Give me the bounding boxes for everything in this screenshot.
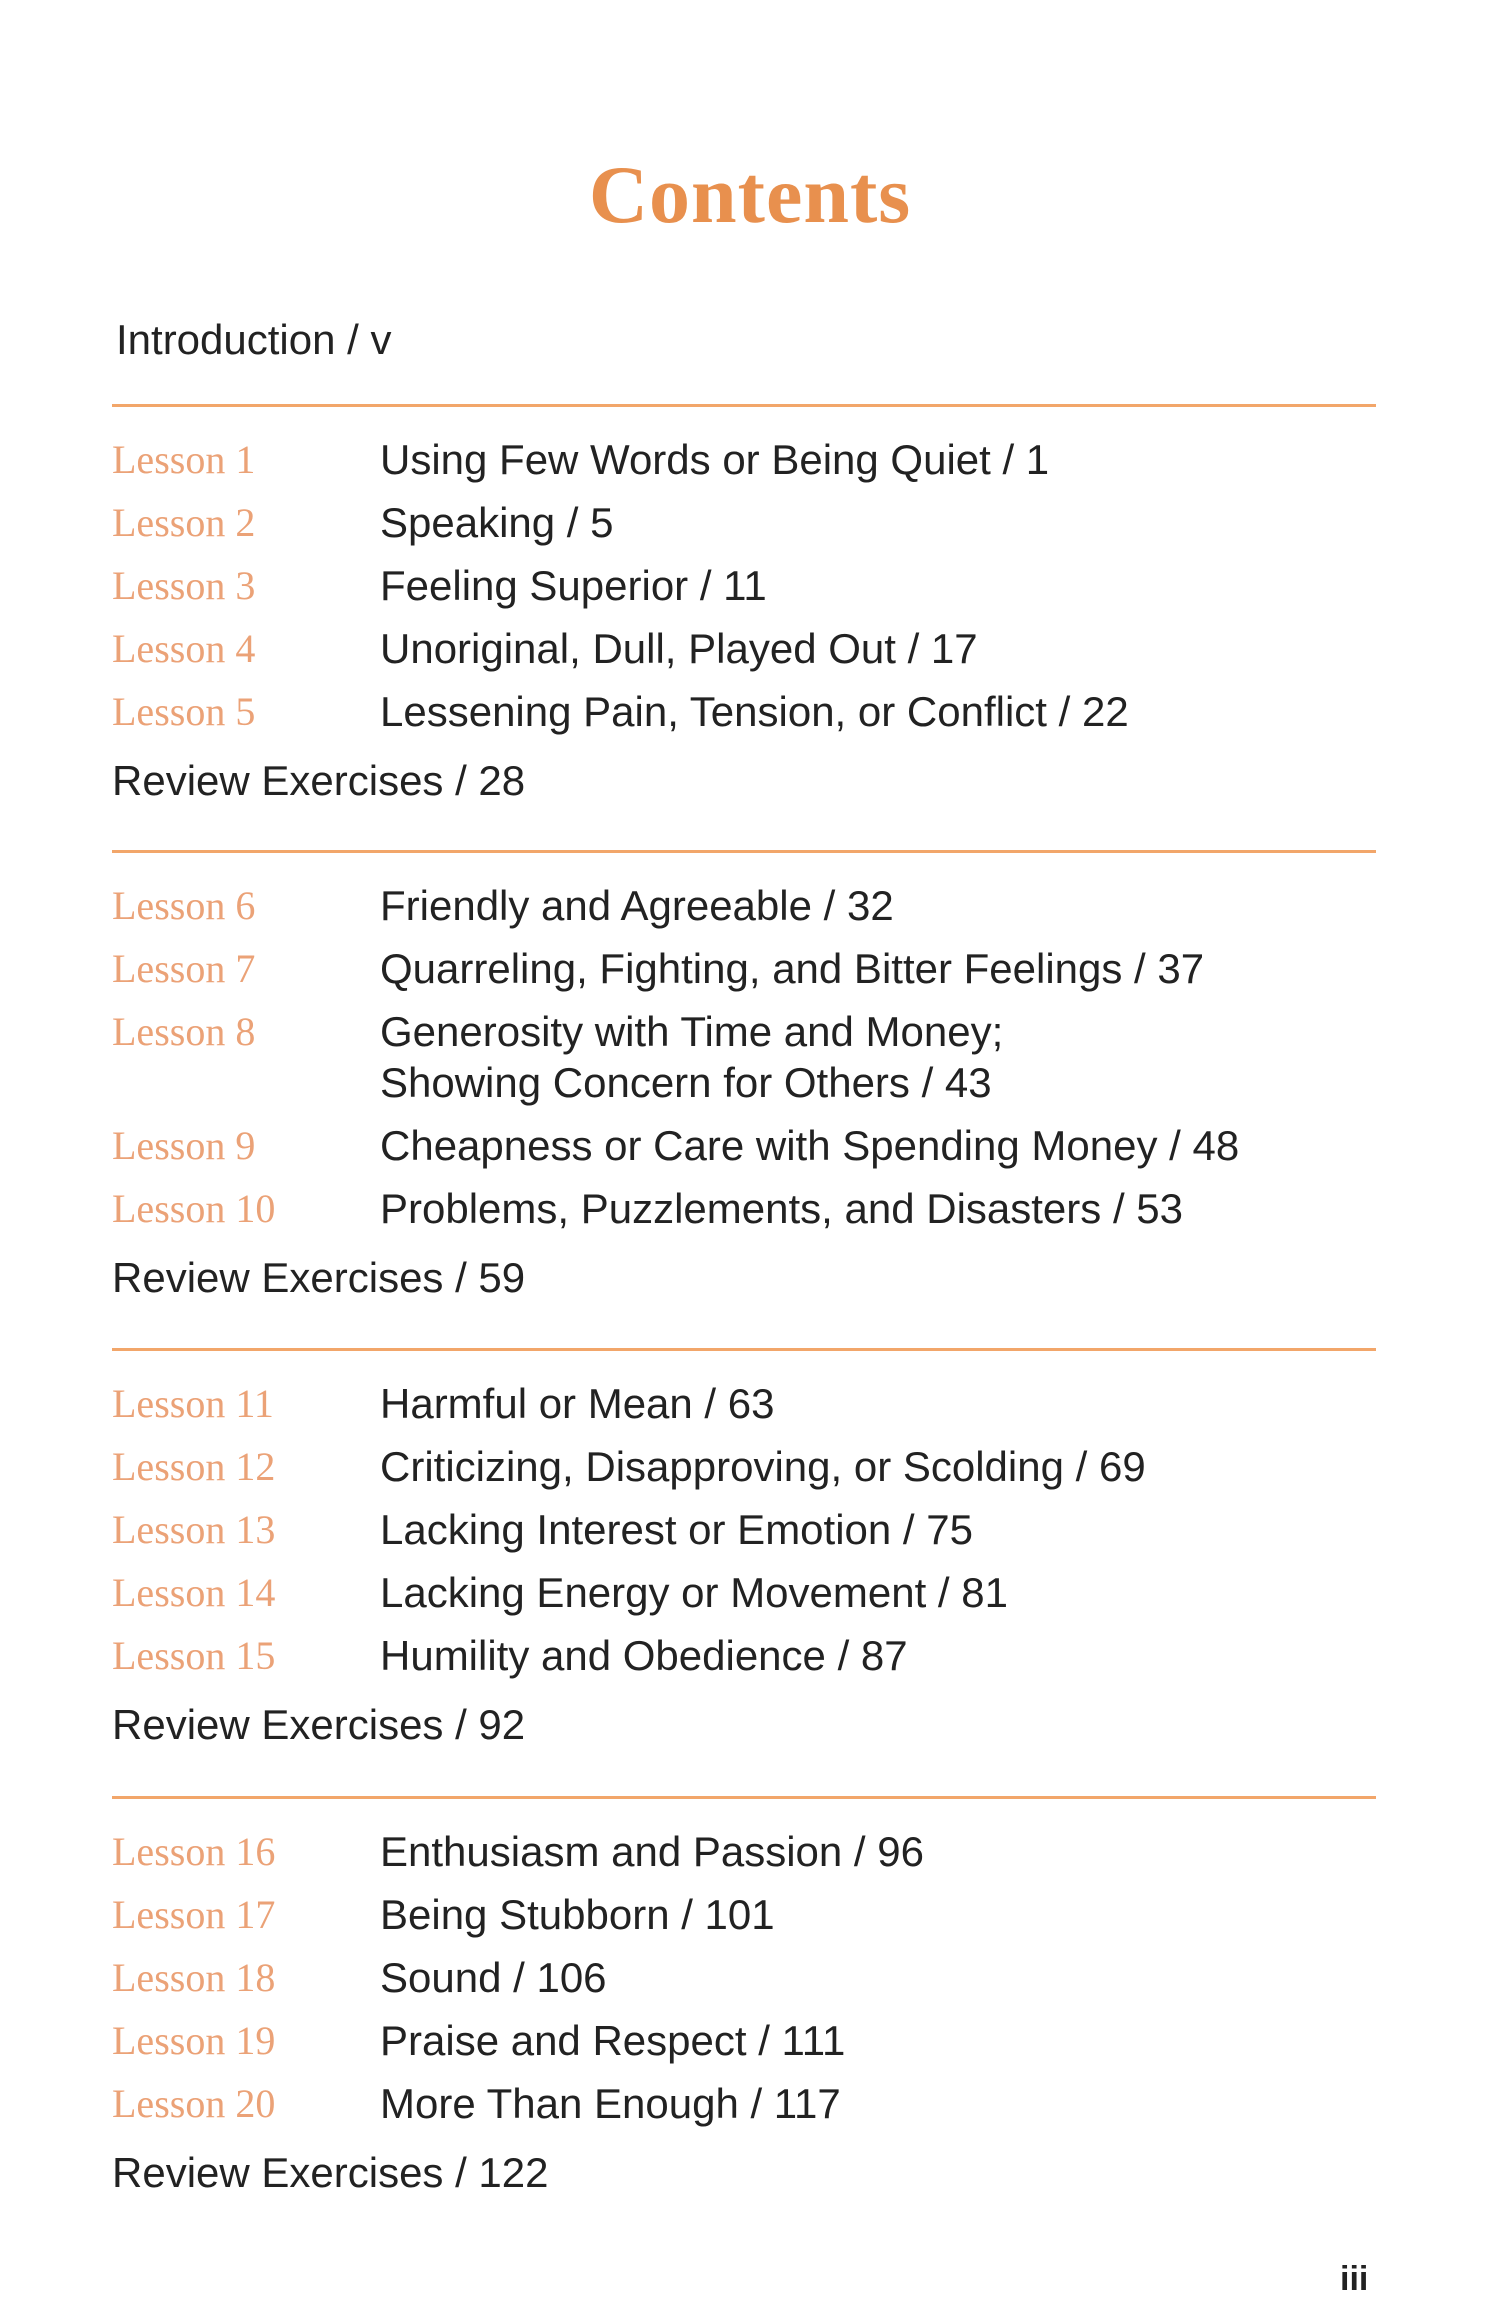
lesson-title: Lessening Pain, Tension, or Conflict / 22 <box>380 688 1129 735</box>
lesson-label: Lesson 14 <box>112 1570 276 1615</box>
toc-entry <box>112 1114 1376 1177</box>
lesson-label: Lesson 7 <box>112 946 256 991</box>
lesson-label: Lesson 15 <box>112 1633 276 1678</box>
review-exercises-entry: Review Exercises / 92 <box>112 1701 526 1748</box>
lesson-title: Friendly and Agreeable / 32 <box>380 882 894 929</box>
section-divider <box>112 850 1376 853</box>
lesson-label: Lesson 6 <box>112 883 256 928</box>
section-divider <box>112 404 1376 407</box>
lesson-label: Lesson 18 <box>112 1955 276 2000</box>
toc-entry <box>112 1946 1376 2009</box>
toc-entry <box>112 1624 1376 1687</box>
lesson-title: Speaking / 5 <box>380 499 614 546</box>
lesson-label: Lesson 3 <box>112 563 256 608</box>
lesson-label: Lesson 20 <box>112 2081 276 2126</box>
lesson-title: Using Few Words or Being Quiet / 1 <box>380 436 1050 483</box>
lesson-title: Generosity with Time and Money; Showing Concern for Others / 43 <box>380 1008 1004 1106</box>
toc-entry <box>112 1435 1376 1498</box>
lesson-label: Lesson 5 <box>112 689 256 734</box>
toc-entry <box>112 617 1376 680</box>
lesson-label: Lesson 10 <box>112 1186 276 1231</box>
toc-entry <box>112 554 1376 617</box>
lesson-label: Lesson 17 <box>112 1892 276 1937</box>
lesson-label: Lesson 4 <box>112 626 256 671</box>
lesson-title: Enthusiasm and Passion / 96 <box>380 1828 924 1875</box>
lesson-label: Lesson 19 <box>112 2018 276 2063</box>
toc-entry <box>112 428 1376 491</box>
toc-entry <box>112 1820 1376 1883</box>
lesson-title: Praise and Respect / 111 <box>380 2017 846 2064</box>
section-entries <box>112 874 1376 1306</box>
lesson-title: More Than Enough / 117 <box>380 2080 841 2127</box>
toc-entry <box>112 1498 1376 1561</box>
toc-entry <box>112 1177 1376 1240</box>
page-title: Contents <box>588 149 912 240</box>
toc-entry <box>112 1000 1376 1114</box>
toc-entry <box>112 937 1376 1000</box>
lesson-label: Lesson 13 <box>112 1507 276 1552</box>
lesson-label: Lesson 8 <box>112 1009 256 1054</box>
lesson-title: Quarreling, Fighting, and Bitter Feelings / 37 <box>380 945 1205 992</box>
lesson-label: Lesson 12 <box>112 1444 276 1489</box>
lesson-title: Sound / 106 <box>380 1954 607 2001</box>
section-entries <box>112 1820 1376 2201</box>
lesson-label: Lesson 1 <box>112 437 256 482</box>
lesson-label: Lesson 16 <box>112 1829 276 1874</box>
lesson-label: Lesson 11 <box>112 1381 274 1426</box>
lesson-title: Being Stubborn / 101 <box>380 1891 775 1938</box>
lesson-title: Harmful or Mean / 63 <box>380 1380 775 1427</box>
lesson-title: Criticizing, Disapproving, or Scolding / 69 <box>380 1443 1146 1490</box>
lesson-title: Humility and Obedience / 87 <box>380 1632 908 1679</box>
toc-entry <box>112 1883 1376 1946</box>
toc-entry <box>112 874 1376 937</box>
review-exercises-entry: Review Exercises / 28 <box>112 757 526 804</box>
introduction-entry: Introduction / v <box>116 316 392 363</box>
section-divider <box>112 1796 1376 1799</box>
lesson-label: Lesson 9 <box>112 1123 256 1168</box>
toc-entry <box>112 2009 1376 2072</box>
section-entries <box>112 1372 1376 1753</box>
toc-entry <box>112 2072 1376 2135</box>
toc-entry <box>112 1372 1376 1435</box>
section-divider <box>112 1348 1376 1351</box>
lesson-title: Cheapness or Care with Spending Money / 48 <box>380 1122 1240 1169</box>
toc-entry <box>112 491 1376 554</box>
lesson-label: Lesson 2 <box>112 500 256 545</box>
review-exercises-entry: Review Exercises / 122 <box>112 2149 549 2196</box>
lesson-title: Unoriginal, Dull, Played Out / 17 <box>380 625 978 672</box>
page-number: iii <box>1340 2260 1369 2298</box>
review-exercises-entry: Review Exercises / 59 <box>112 1254 526 1301</box>
toc-entry <box>112 680 1376 743</box>
lesson-title: Problems, Puzzlements, and Disasters / 53 <box>380 1185 1184 1232</box>
section-entries <box>112 428 1376 809</box>
lesson-title: Lacking Energy or Movement / 81 <box>380 1569 1008 1616</box>
lesson-title: Lacking Interest or Emotion / 75 <box>380 1506 973 1553</box>
toc-entry <box>112 1561 1376 1624</box>
lesson-title: Feeling Superior / 11 <box>380 562 767 609</box>
